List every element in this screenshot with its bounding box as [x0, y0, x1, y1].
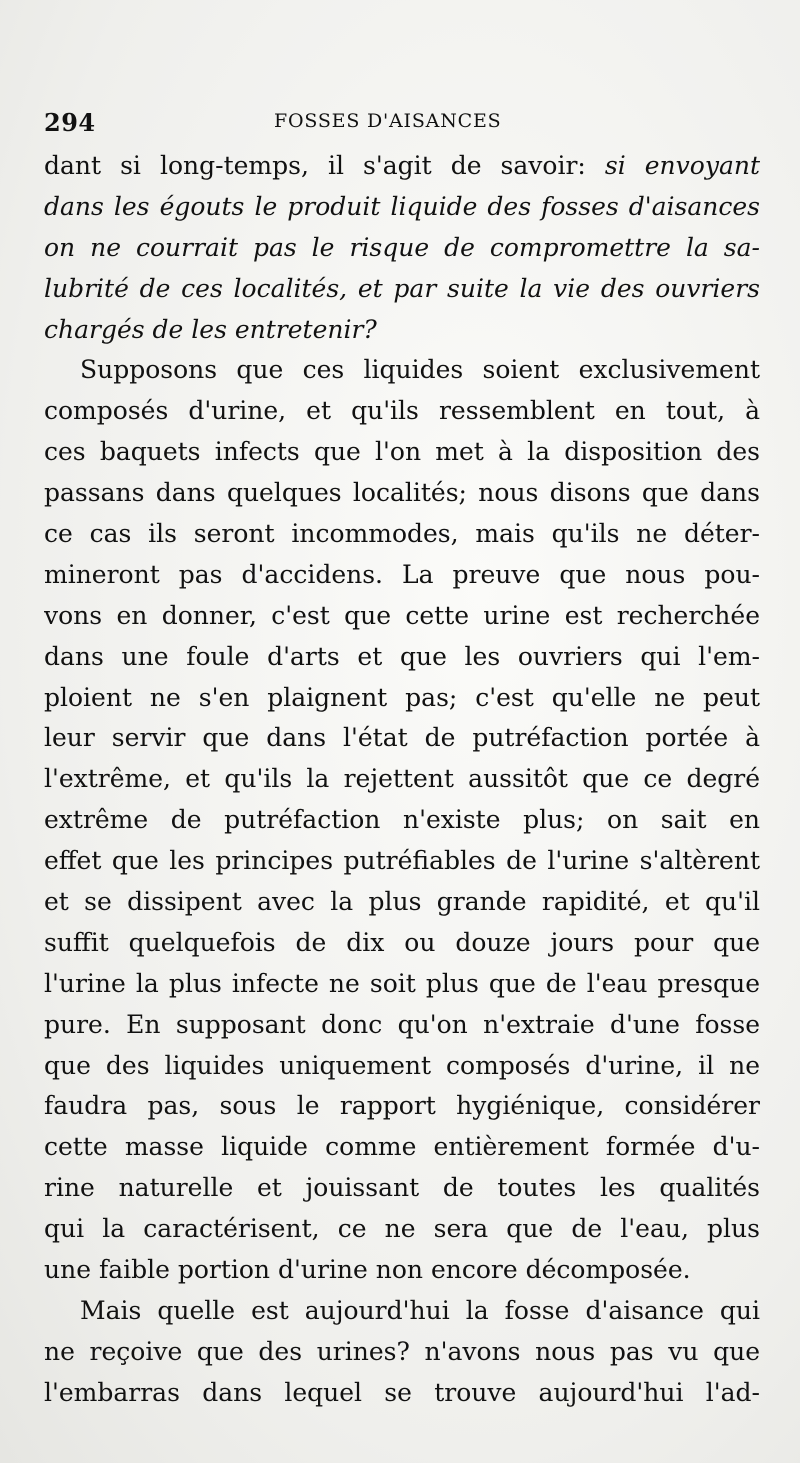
text-line: rine naturelle et jouissant de toutes les qualités	[44, 1173, 760, 1203]
text-line: une faible portion d'urine non encore décomposée.	[44, 1255, 691, 1285]
text-line: que des liquides uniquement composés d'urine, il ne	[44, 1050, 760, 1080]
page-header	[44, 100, 604, 140]
text-line: ne reçoive que des urines? n'avons nous pas vu que	[44, 1336, 760, 1366]
text-line: l'urine la plus infecte ne soit plus que de l'eau presque	[44, 968, 760, 998]
text-line: dant si long-temps, il s'agit de savoir: si envoyant	[44, 151, 760, 180]
text-line: chargés de les entretenir?	[44, 314, 377, 344]
text-line: ploient ne s'en plaignent pas; c'est qu'elle ne peut	[44, 682, 760, 712]
text-line: Supposons que ces liquides soient exclusivement	[80, 355, 760, 385]
text-line: qui la caractérisent, ce ne sera que de l'eau, plus	[44, 1214, 760, 1244]
text-line: effet que les principes putréfiables de l'urine s'altèrent	[44, 846, 760, 876]
text-line: Mais quelle est aujourd'hui la fosse d'aisance qui	[80, 1295, 760, 1325]
text-line: dans une foule d'arts et que les ouvriers qui l'em-	[44, 641, 760, 671]
text-line: on ne courrait pas le risque de compromettre la sa-	[44, 232, 760, 262]
text-line: l'extrême, et qu'ils la rejettent aussitôt que ce degré	[44, 764, 760, 794]
text-line: faudra pas, sous le rapport hygiénique, considérer	[44, 1091, 760, 1121]
text-line: extrême de putréfaction n'existe plus; on sait en	[44, 805, 760, 835]
text-line: ce cas ils seront incommodes, mais qu'ils ne déter-	[44, 519, 760, 549]
text-line: leur servir que dans l'état de putréfaction portée à	[44, 723, 760, 753]
text-line: et se dissipent avec la plus grande rapidité, et qu'il	[44, 887, 760, 917]
text-line: cette masse liquide comme entièrement formée d'u-	[44, 1132, 760, 1162]
running-title: FOSSES D'AISANCES	[274, 110, 502, 132]
text-line: composés d'urine, et qu'ils ressemblent en tout, à	[44, 396, 760, 426]
text-line: pure. En supposant donc qu'on n'extraie d'une fosse	[44, 1009, 760, 1039]
text-line: mineront pas d'accidens. La preuve que nous pou-	[44, 559, 760, 589]
text-line: passans dans quelques localités; nous disons que dans	[44, 478, 760, 508]
text-line: vons en donner, c'est que cette urine est recherchée	[44, 600, 760, 630]
page-number: 294	[44, 108, 96, 137]
text-line: suffit quelquefois de dix ou douze jours pour que	[44, 927, 760, 957]
text-line: lubrité de ces localités, et par suite la vie des ouvriers	[44, 273, 760, 303]
text-line: dans les égouts le produit liquide des fosses d'aisances	[44, 191, 760, 221]
body-text	[44, 146, 760, 1414]
text-line: ces baquets infects que l'on met à la disposition des	[44, 437, 760, 467]
text-line: l'embarras dans lequel se trouve aujourd'hui l'ad-	[44, 1377, 760, 1407]
